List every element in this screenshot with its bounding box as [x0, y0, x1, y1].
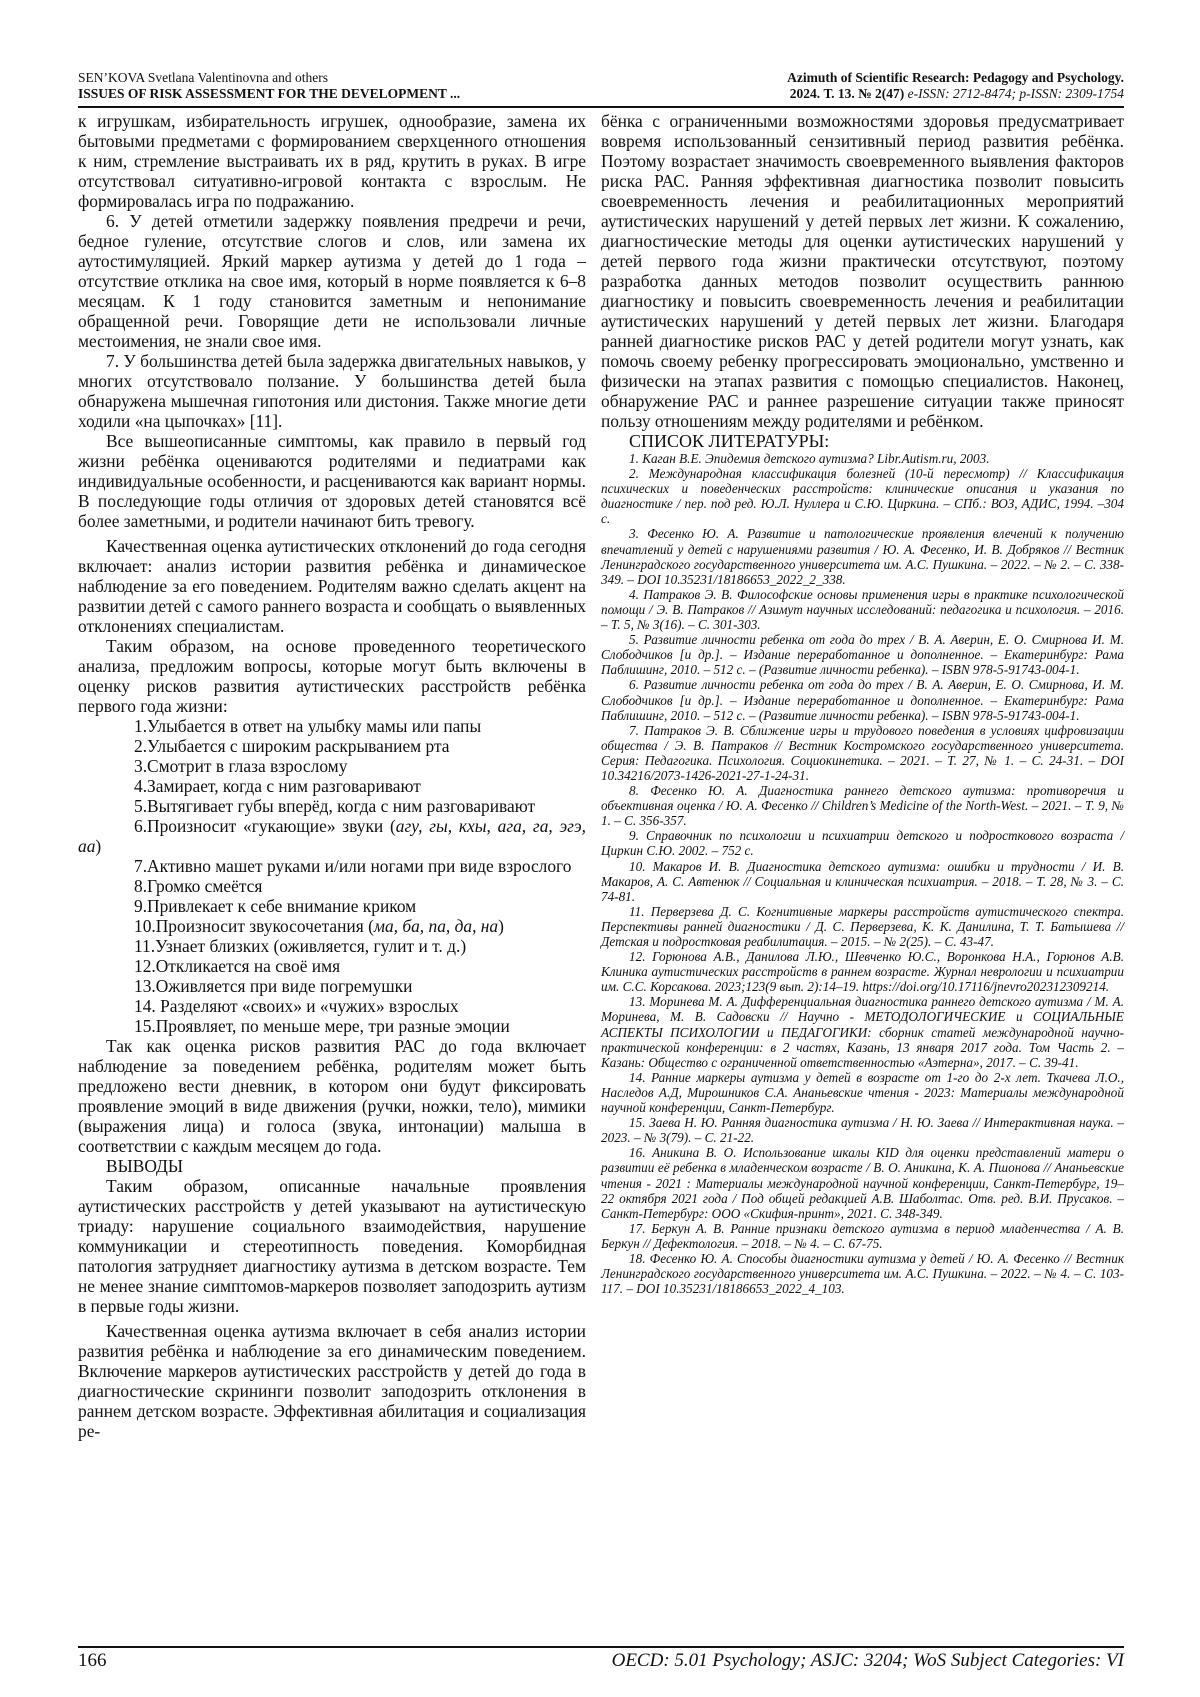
- question-text: Улыбается с широким раскрыванием рта: [147, 736, 450, 756]
- question-item: [78, 796, 586, 816]
- paragraph: 7. У большинства детей была задержка двигательных навыков, у многих отсутствовало ползание. У большинства детей была обнаружена мышечная гипотония или дистония. Также многие дети ходили «на цыпочках» [11].: [78, 351, 586, 431]
- paragraph: Таким образом, описанные начальные проявления аутистических расстройств у детей указывают на аутистическую триаду: нарушение социального взаимодействия, нарушение коммуникации и стереотипность поведения. Коморбидная патология затрудняет диагностику аутизма в детском возрасте. Тем не менее знание симптомов-маркеров позволяет заподозрить аутизм в первые годы жизни.: [78, 1176, 586, 1316]
- question-text: Привлекает к себе внимание криком: [147, 896, 417, 916]
- question-item: [78, 756, 586, 776]
- question-item: [78, 736, 586, 756]
- question-text: Проявляет, по меньше мере, три разные эмоции: [155, 1016, 510, 1036]
- paragraph: Так как оценка рисков развития РАС до года включает наблюдение за поведением ребёнка, родителям может быть предложено вести дневник, в котором они будут фиксировать проявление эмоций в виде движения (ручки, ножки, тело), мимики (выражения лица) и голоса (звука, интонации) малыша в соответствии с каждым месяцем до года.: [78, 1036, 586, 1156]
- question-text: Смотрит в глаза взрослому: [147, 756, 348, 776]
- reference-item: 6. Развитие личности ребенка от года до трех / В. А. Аверин, Е. О. Смирнова, И. М. Слободчиков [и др.]. – Издание переработанное и дополненное. – Екатеринбург: Рама Паблишинг, 2010. – 512 с. – (Развитие личности ребенка). – ISBN 978-5-91743-004-1.: [601, 677, 1124, 723]
- left-column: [78, 111, 586, 1441]
- reference-item: 5. Развитие личности ребенка от года до трех / В. А. Аверин, Е. О. Смирнова И. М. Слободчиков [и др.]. – Издание переработанное и дополненное. – Екатеринбург: Рама Паблишинг, 2010. – 512 с. – (Развитие личности ребенка). – ISBN 978-5-91743-004-1.: [601, 632, 1124, 678]
- question-item: [78, 716, 586, 736]
- journal-issue: 2024. Т. 13. № 2(47): [789, 86, 905, 101]
- paragraph: Качественная оценка аутистических отклонений до года сегодня включает: анализ истории развития ребёнка и динамическое наблюдение за его поведением. Родителям важно сделать акцент на развитии детей с самого раннего возраста и сообщать о выявленных отклонениях специалистам.: [78, 536, 586, 636]
- question-text: Активно машет руками и/или ногами при виде взрослого: [147, 856, 572, 876]
- journal-issn: e-ISSN: 2712-8474; p-ISSN: 2309-1754: [904, 86, 1124, 101]
- paragraph: к игрушкам, избирательность игрушек, однообразие, замена их бытовыми предметами с формированием сверхценного отношения к ним, стремление выстраивать их в ряд, крутить в руках. В игре отсутствовал ситуативно-игровой контакта с взрослым. Не формировалась игра по подражанию.: [78, 111, 586, 211]
- running-head-right: [787, 70, 1124, 102]
- question-number: 6.: [134, 816, 148, 836]
- question-number: 4.: [134, 776, 148, 796]
- page-number: 166: [78, 1650, 107, 1671]
- question-number: 1.: [134, 716, 148, 736]
- reference-item: 18. Фесенко Ю. А. Способы диагностики аутизма у детей / Ю. А. Фесенко // Вестник Ленинградского государственного университета им. А.С. Пушкина. – 2022. – № 4. – С. 103-117. – DOI 10.35231/18186653_2022_4_103.: [601, 1250, 1124, 1297]
- question-text-tail: ): [498, 916, 504, 936]
- question-text-tail: ): [95, 836, 102, 856]
- question-number: 7.: [134, 856, 148, 876]
- question-number: 11.: [134, 936, 156, 956]
- question-text-italic: ма, ба, па, да, на: [373, 916, 499, 936]
- question-number: 10.: [134, 916, 156, 936]
- question-number: 2.: [134, 736, 148, 756]
- reference-item: 4. Патраков Э. В. Философские основы применения игры в практике психологической помощи / Э. В. Патраков // Азимут научных исследований: педагогика и психология. – 2016. – Т. 5, № 3(16). – С. 301-303.: [601, 586, 1124, 633]
- question-text: Вытягивает губы вперёд, когда с ним разговаривают: [147, 796, 536, 816]
- question-item: [78, 816, 586, 856]
- paragraph: бёнка с ограниченными возможностями здоровья предусматривает вовремя использованный сензитивный период развития ребёнка. Поэтому возрастает значимость своевременного выявления факторов риска РАС. Ранняя эффективная диагностика позволит повысить своевременность лечения и реабилитационных мероприятий аутистических нарушений у детей первых лет жизни. К сожалению, диагностические методы для оценки аутистических нарушений у детей первого года жизни практически отсутствуют, поэтому разработка данных методов позволит осуществить раннюю диагностику и повысить своевременность лечения и реабилитации аутистических нарушений у детей первых лет жизни. Благодаря ранней диагностике рисков РАС у детей родители могут узнать, как помочь своему ребенку прогрессировать эмоционально, умственно и физически на этапах развития с помощью специалистов. Наконец, обнаружение РАС и раннее разрешение ситуации также приносят пользу отношениям между родителями и ребёнком.: [601, 111, 1124, 431]
- question-text: Узнает близких (оживляется, гулит и т. д.): [155, 936, 467, 956]
- question-text: Оживляется при виде погремушки: [155, 976, 413, 996]
- footer-rule: [78, 1646, 1124, 1648]
- paragraph: 6. У детей отметили задержку появления предречи и речи, бедное гуление, отсутствие слогов и слов, или замена их аутостимуляцией. Яркий маркер аутизма у детей до 1 года – отсутствие отклика на свое имя, который в норме появляется к 6–8 месяцам. К 1 году становится заметным и непонимание обращенной речи. Говорящие дети не использовали личные местоимения, не знали свое имя.: [78, 211, 586, 351]
- question-number: 15.: [134, 1016, 156, 1036]
- question-item: [78, 996, 586, 1016]
- question-number: 3.: [134, 756, 148, 776]
- questions-list: [78, 716, 586, 1036]
- reference-item: 10. Макаров И. В. Диагностика детского аутизма: ошибки и трудности / И. В. Макаров, А. С. Автенюк // Социальная и клиническая психиатрия. – 2018. – Т. 28, № 3. – С. 74-81.: [601, 858, 1124, 904]
- question-text: Улыбается в ответ на улыбку мамы или папы: [147, 716, 482, 736]
- reference-item: 14. Ранние маркеры аутизма у детей в возрасте от 1-го до 2-х лет. Ткачева Л.О., Наследов А.Д, Мирошников С.А. Ананьевские чтения - 2023: Материалы международной научной конференции, Санкт-Петербург.: [601, 1069, 1124, 1116]
- section-heading-references: СПИСОК ЛИТЕРАТУРЫ:: [629, 431, 830, 451]
- reference-item: 16. Аникина В. О. Использование шкалы KID для оценки представлений матери о развитии её ребенка в младенческом возрасте / В. О. Аникина, К. А. Пшонова // Ананьевские чтения - 2021 : Материалы международной научной конференции, Санкт-Петербург, 19–22 октября 2021 года / Под общей редакцией А.В. Шаболтас. Отв. ред. В.И. Прусаков. – Санкт-Петербург: ООО «Скифия-принт», 2021. С. 348-349.: [601, 1145, 1124, 1221]
- right-column: [601, 111, 1124, 1296]
- question-text: Разделяют «своих» и «чужих» взрослых: [155, 996, 459, 1016]
- reference-item: 9. Справочник по психологии и психиатрии детского и подросткового возраста / Циркин С.Ю. 2002. – 752 с.: [601, 828, 1124, 859]
- question-number: 8.: [134, 876, 148, 896]
- page-footer: [78, 1650, 1124, 1676]
- reference-item: 2. Международная классификация болезней (10-й пересмотр) // Классификация психических и поведенческих расстройств: клинические описания и указания по диагностике / пер. под ред. Ю.Л. Нуллера и С.Ю. Циркина. – СПб.: ВОЗ, АДИС, 1994. –304 с.: [601, 466, 1124, 527]
- running-head-title: ISSUES OF RISK ASSESSMENT FOR THE DEVELOPMENT ...: [78, 86, 461, 101]
- question-number: 5.: [134, 796, 148, 816]
- question-number: 12.: [134, 956, 156, 976]
- question-item: [78, 856, 586, 876]
- reference-item: 8. Фесенко Ю. А. Диагностика раннего детского аутизма: противоречия и объективная оценка / Ю. А. Фесенко // Children’s Medicine of the North-West. – 2021. – Т. 9, № 1. – С. 356-357.: [601, 783, 1124, 829]
- question-number: 9.: [134, 896, 148, 916]
- question-text: Произносит «гукающие» звуки (: [147, 816, 396, 836]
- question-item: [78, 976, 586, 996]
- references-list: [601, 451, 1124, 1296]
- journal-name: Azimuth of Scientific Research: Pedagogy and Psychology.: [787, 70, 1124, 85]
- reference-item: 11. Перверзева Д. С. Когнитивные маркеры расстройств аутистического спектра. Перспективы ранней диагностики / Д. С. Перверзева, К. К. Данилина, Т. Т. Батышева // Детская и подростковая реабилитация. – 2015. – № 2(25). – С. 43-47.: [601, 903, 1124, 949]
- paragraph: Все вышеописанные симптомы, как правило в первый год жизни ребёнка оцениваются родителями и педиатрами как индивидуальные особенности, и расцениваются как вариант нормы. В последующие годы отличия от здоровых детей становятся всё более заметными, и родители начинают бить тревогу.: [78, 431, 586, 531]
- header-rule: [78, 106, 1124, 108]
- section-heading-conclusions: ВЫВОДЫ: [106, 1156, 184, 1176]
- paragraph: Таким образом, на основе проведенного теоретического анализа, предложим вопросы, которые могут быть включены в оценку рисков развития аутистических расстройств ребёнка первого года жизни:: [78, 636, 586, 716]
- question-item: [78, 896, 586, 916]
- question-item: [78, 916, 586, 936]
- page-header: [78, 70, 1124, 104]
- reference-item: 17. Беркун А. В. Ранние признаки детского аутизма в период младенчества / А. В. Беркун // Дефектология. – 2018. – № 4. – С. 67-75.: [601, 1220, 1124, 1251]
- reference-item: 3. Фесенко Ю. А. Развитие и патологические проявления влечений к получению впечатлений у детей с нарушениями развития / Ю. А. Фесенко, И. В. Добряков // Вестник Ленинградского государственного университета им. А.С. Пушкина. – 2022. – № 2. – С. 338-349. – DOI 10.35231/18186653_2022_2_338.: [601, 526, 1124, 587]
- question-text: Произносит звукосочетания (: [155, 916, 374, 936]
- running-head-left: [78, 70, 460, 102]
- reference-item: 7. Патраков Э. В. Сближение игры и трудового поведения в условиях цифровизации общества / Э. В. Патраков // Вестник Костромского государственного университета. Серия: Педагогика. Психология. Социокинетика. – 2021. – Т. 27, № 1. – С. 24-31. – DOI 10.34216/2073-1426-2021-27-1-24-31.: [601, 722, 1124, 783]
- question-text: Откликается на своё имя: [155, 956, 341, 976]
- question-item: [78, 776, 586, 796]
- question-item: [78, 936, 586, 956]
- running-head-authors: SEN’KOVA Svetlana Valentinovna and others: [78, 70, 328, 85]
- subject-classification: OECD: 5.01 Psychology; ASJC: 3204; WoS Subject Categories: VI: [611, 1650, 1124, 1671]
- reference-item: 12. Горюнова А.В., Данилова Л.Ю., Шевченко Ю.С., Воронкова Н.А., Горюнов А.В. Клиника аутистических расстройств в раннем возрасте. Журнал неврологии и психиатрии им. С.С. Корсакова. 2023;123(9 вып. 2):14–19. https://doi.org/10.17116/jnevro202312309214.: [601, 949, 1124, 995]
- paragraph: Качественная оценка аутизма включает в себя анализ истории развития ребёнка и наблюдение за его динамическим поведением. Включение маркеров аутистических расстройств у детей до года в диагностические скрининги позволит заподозрить отклонения в раннем детском возрасте. Эффективная абилитация и социализация ре-: [78, 1321, 586, 1441]
- question-item: [78, 876, 586, 896]
- question-item: [78, 1016, 586, 1036]
- question-number: 14.: [134, 996, 156, 1016]
- reference-item: 13. Моринева М. А. Дифференциальная диагностика раннего детского аутизма / М. А. Моринева, М. В. Садовски // Научно - МЕТОДОЛОГИЧЕСКИЕ и СОЦИАЛЬНЫЕ АСПЕКТЫ ПСИХОЛОГИИ и ПЕДАГОГИКИ: сборник статей международной научно-практической конференции: в 2 частях, Казань, 13 января 2017 года. Том Часть 2. – Казань: Общество с ограниченной ответственностью «Аэтерна», 2017. – С. 39-41.: [601, 994, 1124, 1070]
- question-text: Замирает, когда с ним разговаривают: [147, 776, 421, 796]
- question-item: [78, 956, 586, 976]
- question-text: Громко смеётся: [147, 876, 263, 896]
- question-number: 13.: [134, 976, 156, 996]
- reference-item: 15. Заева Н. Ю. Ранняя диагностика аутизма / Н. Ю. Заева // Интерактивная наука. – 2023. – № 3(79). – С. 21-22.: [601, 1115, 1124, 1146]
- reference-item: 1. Каган В.Е. Эпидемия детского аутизма? Libr.Autism.ru, 2003.: [629, 451, 990, 466]
- question-text-italic: агу, гы, кхы, ага, га, эгэ, аа: [78, 816, 586, 856]
